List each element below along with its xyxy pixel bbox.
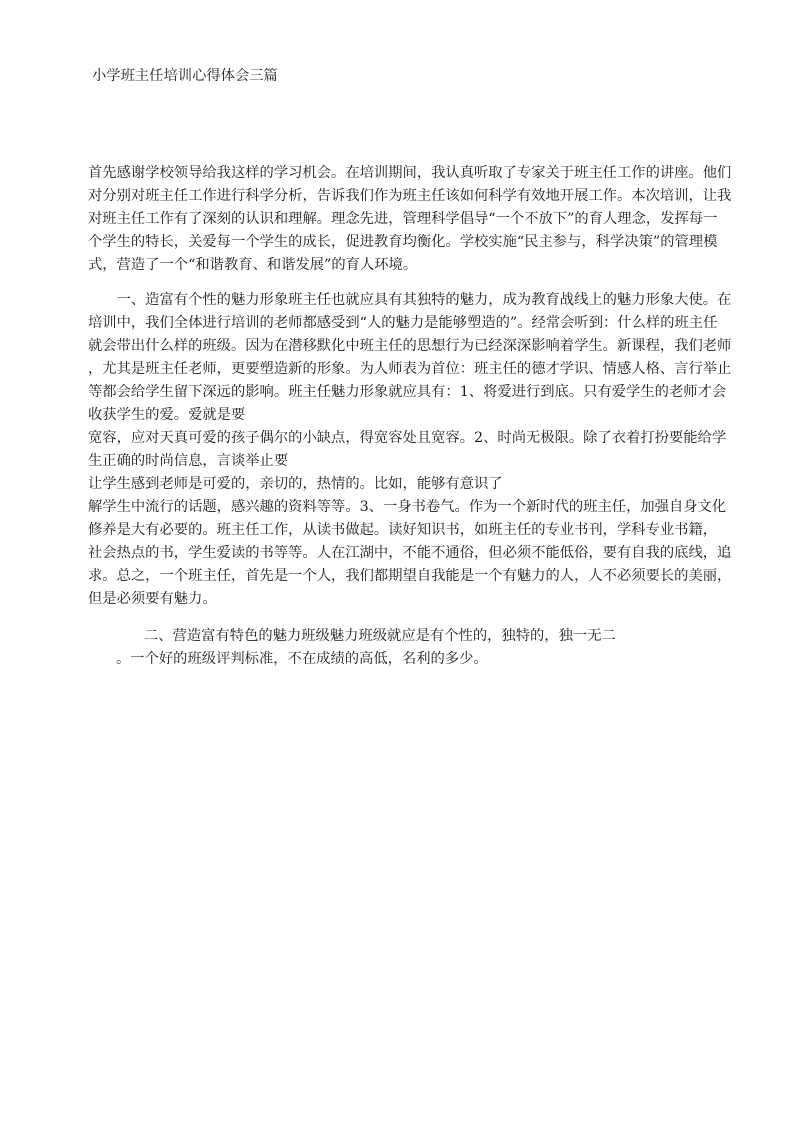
body-line: 一、造富有个性的魅力形象班主任也就应具有其独特的魅力，成为教育战线上的魅力形象大使。在	[88, 292, 732, 308]
body-line: 生正确的时尚信息，言谈举止要	[88, 453, 289, 469]
body-line: 收获学生的爱。爱就是要	[88, 407, 246, 423]
body-line: 个学生的特长，关爱每一个学生的成长，促进教育均衡化。学校实施“民主参与，科学决策”的管理模	[88, 234, 718, 250]
body-line: 对班主任工作有了深刻的认识和理解。理念先进，管理科学倡导“一个不放下”的育人理念，发挥每一	[88, 211, 718, 227]
body-line: 让学生感到老师是可爱的，亲切的，热情的。比如，能够有意识了	[88, 476, 503, 492]
body-line: 等都会给学生留下深远的影响。班主任魅力形象就应具有：1、将爱进行到底。只有爱学生的老师才会	[88, 384, 727, 400]
body-line: 解学生中流行的话题，感兴趣的资料等等。3、一身书卷气。作为一个新时代的班主任，加强自身文化	[88, 499, 727, 515]
body-line: 社会热点的书，学生爱读的书等等。人在江湖中，不能不通俗，但必须不能低俗，要有自我的底线，追	[88, 545, 732, 561]
body-line: ，尤其是班主任老师，更要塑造新的形象。为人师表为首位：班主任的德才学识、情感人格、言行举止	[88, 361, 732, 377]
body-line: 求。总之，一个班主任，首先是一个人，我们都期望自我能是一个有魅力的人，人不必须要长的美丽，	[88, 568, 732, 584]
section-heading-line: 二、营造富有特色的魅力班级魅力班级就应是有个性的，独特的，独一无二	[144, 628, 616, 644]
body-line: 培训中，我们全体进行培训的老师都感受到“人的魅力是能够塑造的”。经常会听到：什么样的班主任	[88, 315, 718, 331]
body-line: 对分别对班主任工作进行科学分析，告诉我们作为班主任该如何科学有效地开展工作。本次培训，让我	[88, 188, 732, 204]
body-line: 修养是大有必要的。班主任工作，从读书做起。读好知识书，如班主任的专业书刊，学科专业书籍，	[88, 522, 718, 538]
body-line: 首先感谢学校领导给我这样的学习机会。在培训期间，我认真听取了专家关于班主任工作的讲座。他们	[88, 165, 732, 181]
document-title: 小学班主任培训心得体会三篇	[92, 68, 278, 84]
body-line: 宽容，应对天真可爱的孩子偶尔的小缺点，得宽容处且宽容。2、时尚无极限。除了衣着打扮要能给学	[88, 430, 727, 446]
body-line: 式，营造了一个“和谐教育、和谐发展”的育人环境。	[88, 257, 418, 273]
body-line: 就会带出什么样的班级。因为在潜移默化中班主任的思想行为已经深深影响着学生。新课程，我们老师	[88, 338, 732, 354]
body-line: 。一个好的班级评判标准，不在成绩的高低，名利的多少。	[116, 651, 488, 667]
body-line: 但是必须要有魅力。	[88, 591, 217, 607]
